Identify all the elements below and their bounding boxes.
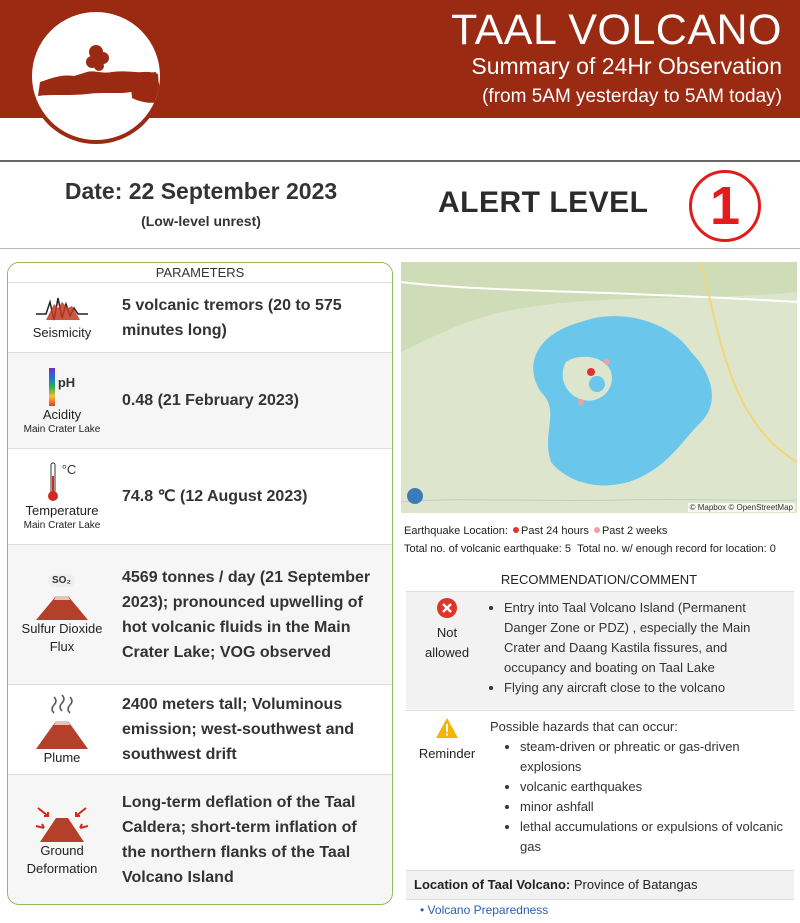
- list-item: • steam-driven or phreatic or gas-driven explosions: [520, 737, 790, 777]
- parameters-heading: PARAMETERS: [8, 263, 392, 283]
- not-allowed-label: Not allowed: [425, 625, 470, 660]
- ph-icon-text: pH: [57, 375, 76, 390]
- section-divider: [0, 248, 800, 249]
- param-label: Ground Deformation: [26, 842, 98, 876]
- volcano-location: [406, 870, 794, 900]
- report-date: Date: 22 September 2023: [64, 178, 338, 204]
- list-item: • minor ashfall: [520, 797, 790, 817]
- param-value: 74.8 ℃ (12 August 2023): [122, 488, 308, 505]
- param-label: Sulfur Dioxide Flux: [21, 620, 103, 654]
- location-label: Location of Taal Volcano:: [414, 877, 571, 892]
- past-2w-label: Past 2 weeks: [601, 525, 668, 537]
- located-eq-label: Total no. w/ enough record for location:: [577, 543, 767, 555]
- earthquake-map[interactable]: [401, 262, 797, 513]
- earthquake-legend: [404, 522, 776, 558]
- warning-triangle-icon: [435, 717, 459, 739]
- list-item: • Flying any aircraft close to the volcano: [504, 678, 788, 698]
- param-row-temperature: [8, 449, 392, 545]
- param-value: 4569 tonnes / day (21 September 2023); pronounced upwelling of hot volcanic fluids in the Main Crater Lake; VOG observed: [122, 568, 371, 661]
- list-item: • volcanic earthquakes: [520, 777, 790, 797]
- reminder-section: [406, 710, 794, 868]
- param-label: Temperature: [25, 503, 99, 518]
- past-24h-label: Past 24 hours: [521, 525, 589, 537]
- param-row-deformation: [8, 775, 392, 904]
- link-label[interactable]: Volcano Preparedness: [427, 903, 549, 917]
- param-value: Long-term deflation of the Taal Caldera; short-term inflation of the northern flanks of the Taal Volcano Island: [122, 793, 357, 886]
- temperature-unit: °C: [61, 462, 77, 477]
- param-label: Seismicity: [32, 324, 92, 340]
- param-row-acidity: [8, 353, 392, 449]
- past-24h-dot-icon: [513, 527, 519, 533]
- so2-volcano-icon: [32, 574, 92, 620]
- plume-volcano-icon: [32, 693, 92, 749]
- list-item: • lethal accumulations or expulsions of volcanic gas: [520, 817, 790, 857]
- ph-icon: [49, 366, 75, 406]
- param-sublabel: Main Crater Lake: [23, 424, 101, 435]
- param-label: Plume: [43, 749, 81, 765]
- recommendation-heading: RECOMMENDATION/COMMENT: [500, 572, 698, 587]
- param-row-plume: [8, 685, 392, 775]
- param-row-so2: [8, 545, 392, 685]
- thermometer-icon: [48, 462, 77, 502]
- total-eq-label: Total no. of volcanic earthquake:: [404, 543, 562, 555]
- so2-badge: SO₂: [48, 574, 75, 587]
- list-item: • Entry into Taal Volcano Island (Permanent Danger Zone or PDZ) , especially the Main Crater and Daang Kastila fissures, and occupancy and boating on Taal Lake: [504, 598, 788, 678]
- seismicity-icon: [32, 294, 92, 324]
- param-value: 5 volcanic tremors (20 to 575 minutes long): [122, 296, 342, 339]
- prohibited-x-icon: [437, 598, 457, 618]
- past-2w-dot-icon: [594, 527, 600, 533]
- map-credit[interactable]: © Mapbox © OpenStreetMap: [689, 503, 793, 512]
- unrest-status: (Low-level unrest): [141, 213, 261, 229]
- volcano-preparedness-link[interactable]: • Volcano Preparedness: [420, 903, 549, 917]
- alert-level-badge: 1: [689, 170, 761, 242]
- total-eq-value: 5: [564, 543, 571, 555]
- param-value: 0.48 (21 February 2023): [122, 392, 299, 409]
- alert-level-label: ALERT LEVEL: [438, 186, 649, 219]
- parameters-panel: [7, 262, 393, 905]
- param-row-seismicity: [8, 283, 392, 353]
- not-allowed-section: [406, 591, 794, 709]
- reminder-label: Reminder: [418, 746, 476, 761]
- page-subtitle: Summary of 24Hr Observation: [471, 53, 782, 79]
- param-label: Acidity: [42, 407, 82, 422]
- page-title: TAAL VOLCANO: [451, 6, 782, 54]
- deformation-volcano-icon: [32, 802, 92, 842]
- phivolcs-volcano-logo: [28, 8, 164, 144]
- param-sublabel: Main Crater Lake: [23, 520, 101, 531]
- located-eq-value: 0: [769, 543, 776, 555]
- eq-location-label: Earthquake Location:: [404, 525, 508, 537]
- param-value: 2400 meters tall; Voluminous emission; west-southwest and southwest drift: [122, 696, 355, 763]
- hazards-intro: Possible hazards that can occur:: [490, 719, 678, 734]
- location-value: Province of Batangas: [573, 877, 698, 892]
- header-divider: [0, 160, 800, 162]
- observation-period: (from 5AM yesterday to 5AM today): [482, 86, 782, 107]
